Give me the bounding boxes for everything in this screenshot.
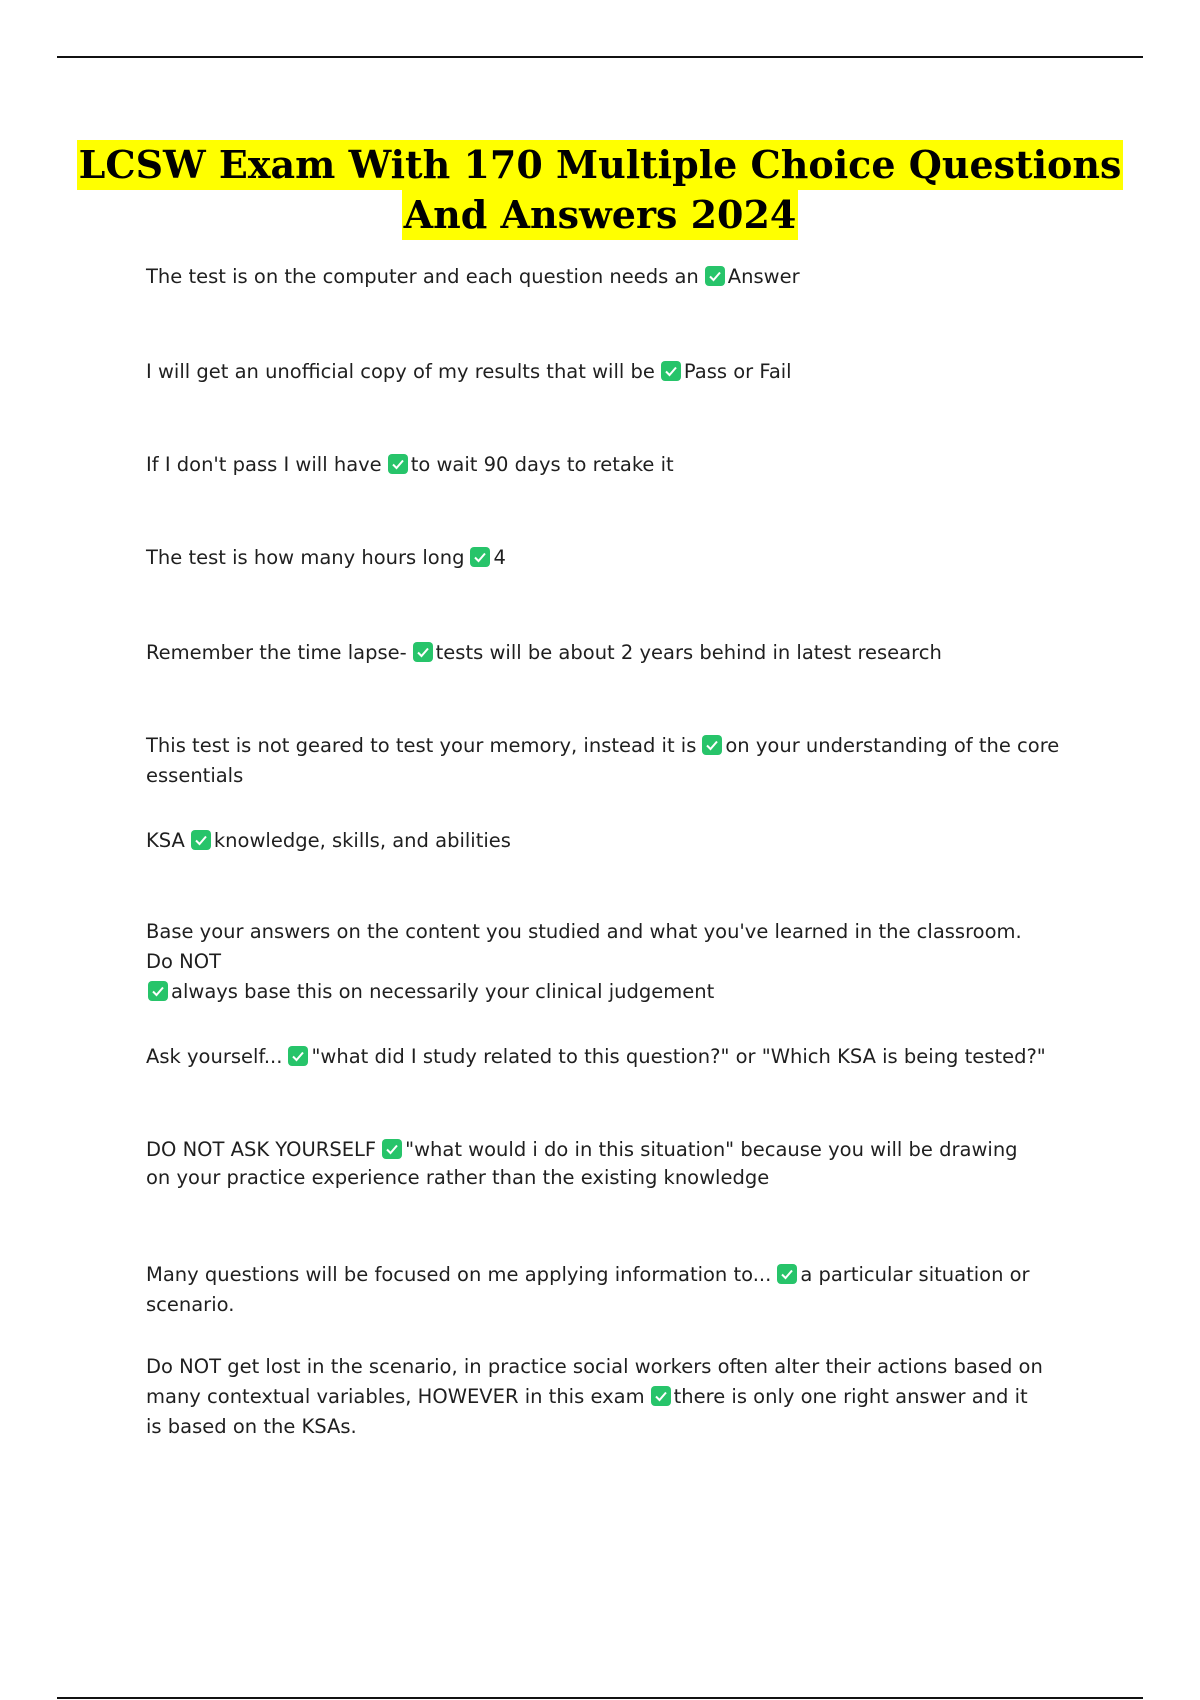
document-title <box>0 140 1200 240</box>
check-box-icon <box>705 266 725 286</box>
qa-item <box>146 1136 1046 1192</box>
top-rule <box>57 56 1143 58</box>
answer-text: a particular situation or scenario. <box>146 1263 1030 1316</box>
answer-text: 4 <box>493 546 506 569</box>
qa-item <box>146 1042 1096 1072</box>
answer-text: on your understanding of the core essentials <box>146 734 1060 787</box>
check-box-icon <box>288 1046 308 1066</box>
answer-text: Answer <box>727 265 800 288</box>
qa-item <box>146 1352 1046 1442</box>
check-box-icon <box>661 361 681 381</box>
check-box-icon <box>413 642 433 662</box>
question-text: KSA <box>146 829 185 852</box>
qa-item <box>146 450 1096 480</box>
answer-text: to wait 90 days to retake it <box>410 453 674 476</box>
check-box-icon <box>191 830 211 850</box>
question-text: Do NOT get lost in the scenario, in practice social workers often alter their actions based on many contextual variables, HOWEVER in this exam <box>146 1355 1043 1408</box>
check-box-icon <box>702 735 722 755</box>
check-box-icon <box>382 1139 402 1159</box>
qa-item <box>146 262 1096 292</box>
check-box-icon <box>148 981 168 1001</box>
question-text: I will get an unofficial copy of my results that will be <box>146 360 655 383</box>
check-box-icon <box>651 1386 671 1406</box>
question-text: Many questions will be focused on me applying information to... <box>146 1263 772 1286</box>
check-box-icon <box>388 454 408 474</box>
question-text: Base your answers on the content you studied and what you've learned in the classroom. Do NOT <box>146 920 1022 973</box>
question-text: The test is on the computer and each question needs an <box>146 265 699 288</box>
answer-text: "what would i do in this situation" because you will be drawing on your practice experience rather than the existing knowledge <box>146 1138 1018 1189</box>
answer-text: tests will be about 2 years behind in latest research <box>435 641 942 664</box>
question-text: Remember the time lapse- <box>146 641 407 664</box>
answer-text: Pass or Fail <box>683 360 792 383</box>
answer-text: knowledge, skills, and abilities <box>213 829 511 852</box>
check-box-icon <box>470 547 490 567</box>
question-text: The test is how many hours long <box>146 546 465 569</box>
answer-text: there is only one right answer and it is based on the KSAs. <box>146 1385 1028 1438</box>
question-text: If I don't pass I will have <box>146 453 382 476</box>
title-line-1: LCSW Exam With 170 Multiple Choice Questions <box>77 140 1124 190</box>
qa-item <box>146 1260 1096 1320</box>
check-box-icon <box>777 1264 797 1284</box>
qa-item <box>146 357 1096 387</box>
qa-item <box>146 638 1096 668</box>
title-line-2: And Answers 2024 <box>402 190 799 240</box>
qa-item <box>146 543 1096 573</box>
qa-item <box>146 826 1096 856</box>
answer-text: always base this on necessarily your clinical judgement <box>171 980 715 1003</box>
question-text: Ask yourself... <box>146 1045 283 1068</box>
answer-text: "what did I study related to this question?" or "Which KSA is being tested?" <box>311 1045 1046 1068</box>
qa-item <box>146 917 1046 1007</box>
question-text: DO NOT ASK YOURSELF <box>146 1138 377 1161</box>
question-text: This test is not geared to test your memory, instead it is <box>146 734 697 757</box>
bottom-rule <box>57 1697 1143 1699</box>
qa-item <box>146 731 1096 791</box>
